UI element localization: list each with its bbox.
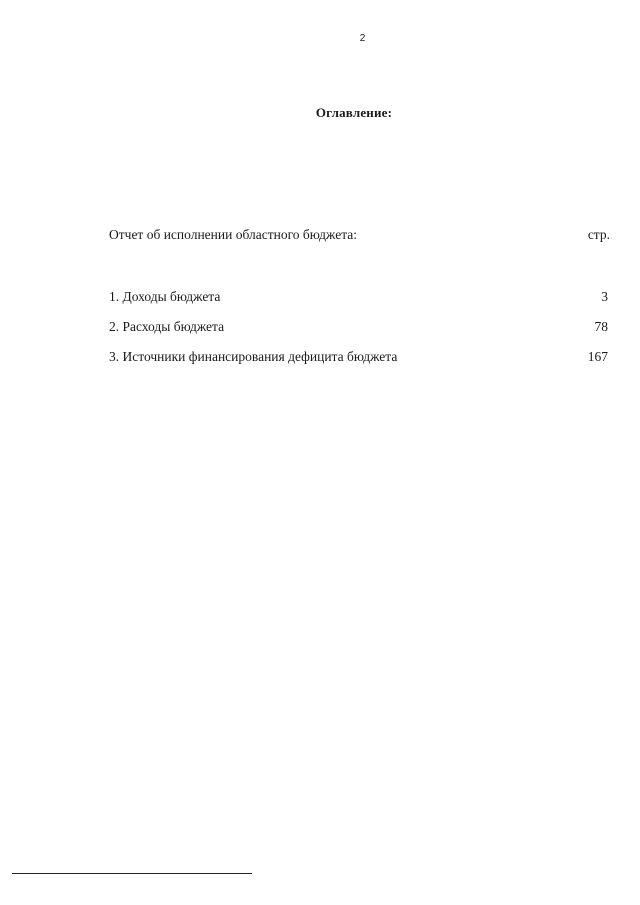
toc-item-label: 1. Доходы бюджета xyxy=(109,289,221,304)
toc-title: Оглавление: xyxy=(315,105,393,120)
toc-header xyxy=(109,227,610,243)
toc-item-revenues xyxy=(109,288,608,318)
toc-item-deficit-sources xyxy=(109,348,608,378)
toc-header-page-label: стр. xyxy=(587,227,610,242)
toc-item-page: 167 xyxy=(587,349,608,364)
footer-rule xyxy=(12,873,252,874)
toc-item-label: 3. Источники финансирования дефицита бюджета xyxy=(109,349,398,364)
toc-item-page: 78 xyxy=(594,319,608,334)
toc-item-label: 2. Расходы бюджета xyxy=(109,319,225,334)
toc-item-expenditures xyxy=(109,318,608,348)
toc-item-page: 3 xyxy=(601,289,608,304)
toc-header-label: Отчет об исполнении областного бюджета: xyxy=(109,227,358,242)
page-number: 2 xyxy=(359,33,366,44)
toc-list xyxy=(109,288,608,378)
